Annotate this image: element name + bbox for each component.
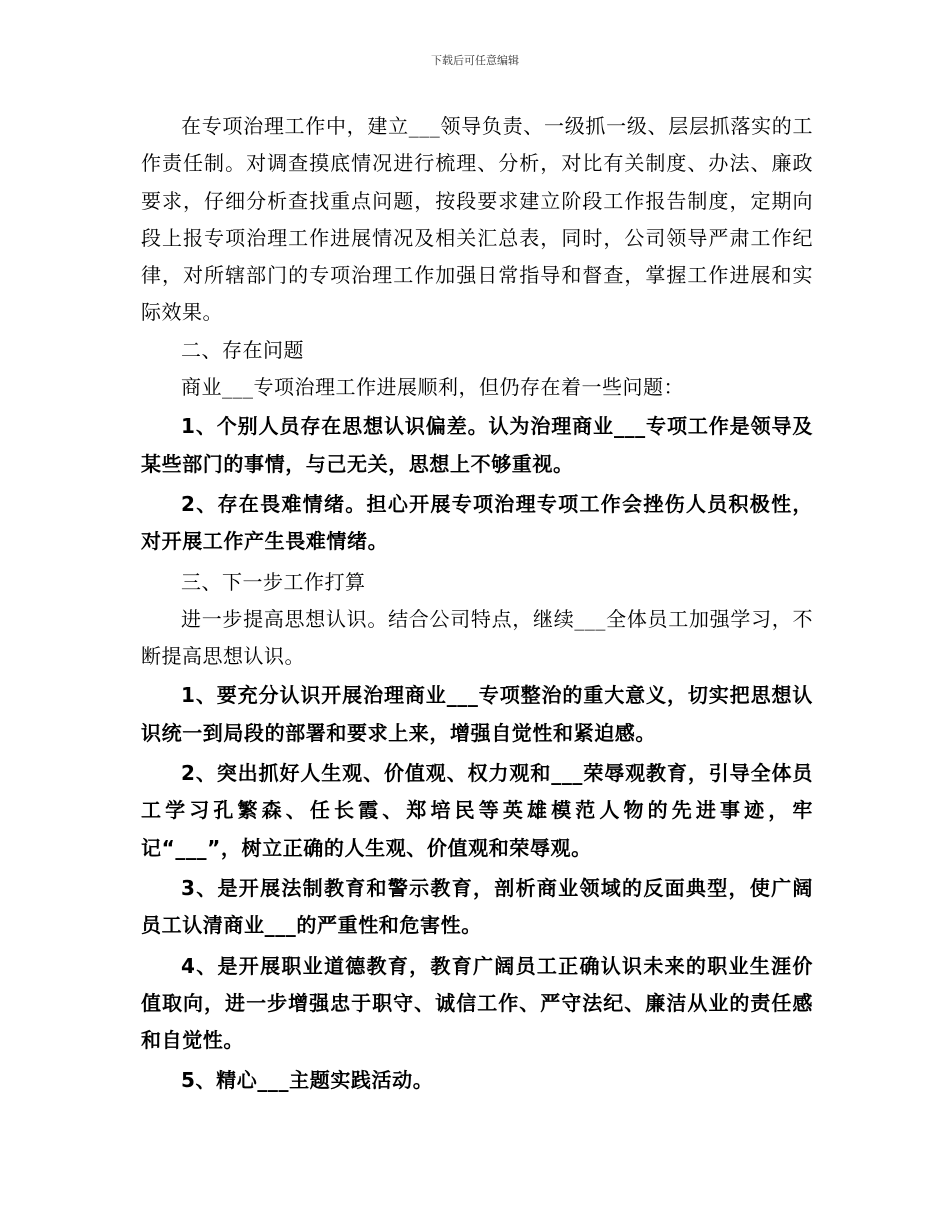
problem-item-1: 1、个别人员存在思想认识偏差。认为治理商业___专项工作是领导及某些部门的事情，与己无关，思想上不够重视。 xyxy=(141,414,813,476)
plan-item-4: 4、是开展职业道德教育，教育广阔员工正确认识未来的职业生涯价值取向，进一步增强忠于职守、诚信工作、严守法纪、廉洁从业的责任感和自觉性。 xyxy=(141,953,813,1053)
plan-item-2: 2、突出抓好人生观、价值观、权力观和___荣辱观教育，引导全体员工学习孔繁森、任长霞、郑培民等英雄模范人物的先进事迹，牢记“___”，树立正确的人生观、价值观和荣辱观。 xyxy=(141,761,813,860)
plan-item-5: 5、精心___主题实践活动。 xyxy=(181,1068,434,1093)
document-body xyxy=(141,108,813,1103)
plan-item-3: 3、是开展法制教育和警示教育，剖析商业领域的反面典型，使广阔员工认清商业___的严重性和危害性。 xyxy=(141,875,813,938)
paragraph-problems-intro: 商业___专项治理工作进展顺利，但仍存在着一些问题： xyxy=(181,375,684,400)
plan-item-1: 1、要充分认识开展治理商业___专项整治的重大意义，切实把思想认识统一到局段的部署和要求上来，增强自觉性和紧迫感。 xyxy=(141,683,813,745)
paragraph-next-steps-intro: 进一步提高思想认识。结合公司特点，继续___全体员工加强学习，不断提高思想认识。 xyxy=(141,606,813,669)
section-heading-problems: 二、存在问题 xyxy=(181,337,304,362)
problem-item-2: 2、存在畏难情绪。担心开展专项治理专项工作会挫伤人员积极性，对开展工作产生畏难情绪。 xyxy=(141,491,813,554)
page-header: 下载后可任意编辑 xyxy=(431,54,519,67)
section-heading-next-steps: 三、下一步工作打算 xyxy=(181,569,366,594)
paragraph-responsibility-system: 在专项治理工作中，建立___领导负责、一级抓一级、层层抓落实的工作责任制。对调查摸底情况进行梳理、分析，对比有关制度、办法、廉政要求，仔细分析查找重点问题，按段要求建立阶段工作报告制度，定期向段上报专项治理工作进展情况及相关汇总表，同时，公司领导严肃工作纪律，对所辖部门的专项治理工作加强日常指导和督查，掌握工作进展和实际效果。 xyxy=(141,114,813,325)
